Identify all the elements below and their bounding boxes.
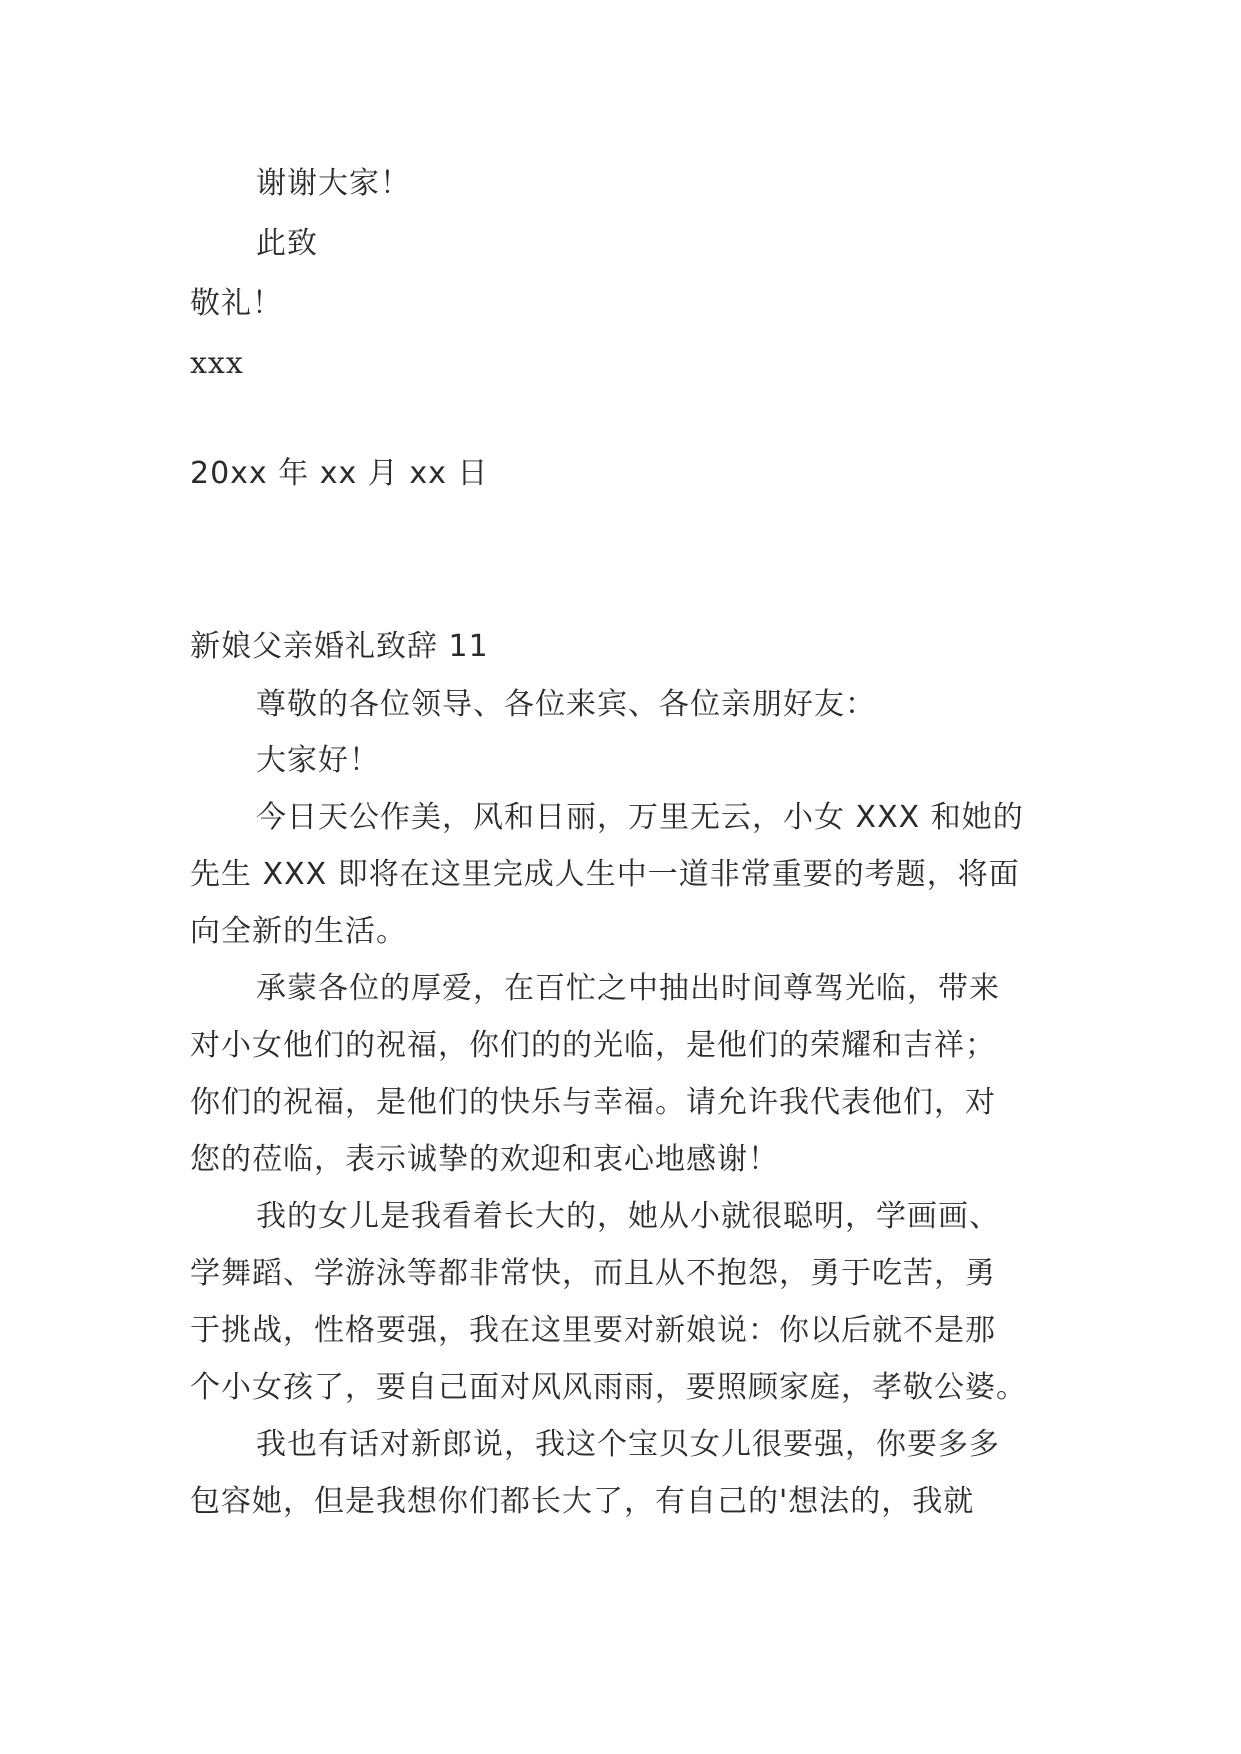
closing-thanks: 谢谢大家！ [256,166,411,201]
closing-cizhi: 此致 [256,226,318,261]
body-line: 对小女他们的祝福，你们的的光临，是他们的荣耀和吉祥； [190,1028,996,1063]
letter-date: 20xx 年 xx 月 xx 日 [190,456,489,491]
signer-name: xxx [190,346,244,381]
body-line: 你们的祝福，是他们的快乐与幸福。请允许我代表他们，对 [190,1085,996,1120]
body-line: 先生 XXX 即将在这里完成人生中一道非常重要的考题，将面 [190,857,1020,892]
body-line: 今日天公作美，风和日丽，万里无云，小女 XXX 和她的 [256,800,1024,835]
body-line: 我的女儿是我看着长大的，她从小就很聪明，学画画、 [256,1199,1000,1234]
closing-jingli: 敬礼！ [190,286,283,321]
body-line: 包容她，但是我想你们都长大了，有自己的'想法的，我就 [190,1484,975,1519]
body-line: 向全新的生活。 [190,914,407,949]
speech-greeting: 大家好！ [256,743,380,778]
speech-title: 新娘父亲婚礼致辞 11 [190,629,489,664]
body-line: 承蒙各位的厚爱，在百忙之中抽出时间尊驾光临，带来 [256,971,1000,1006]
body-line: 于挑战，性格要强，我在这里要对新娘说：你以后就不是那 [190,1313,996,1348]
body-line: 我也有话对新郎说，我这个宝贝女儿很要强，你要多多 [256,1427,1000,1462]
body-line: 学舞蹈、学游泳等都非常快，而且从不抱怨，勇于吃苦，勇 [190,1256,996,1291]
speech-salutation: 尊敬的各位领导、各位来宾、各位亲朋好友： [256,687,876,722]
body-line: 您的莅临，表示诚挚的欢迎和衷心地感谢！ [190,1142,779,1177]
body-line: 个小女孩了，要自己面对风风雨雨，要照顾家庭，孝敬公婆。 [190,1370,1027,1405]
